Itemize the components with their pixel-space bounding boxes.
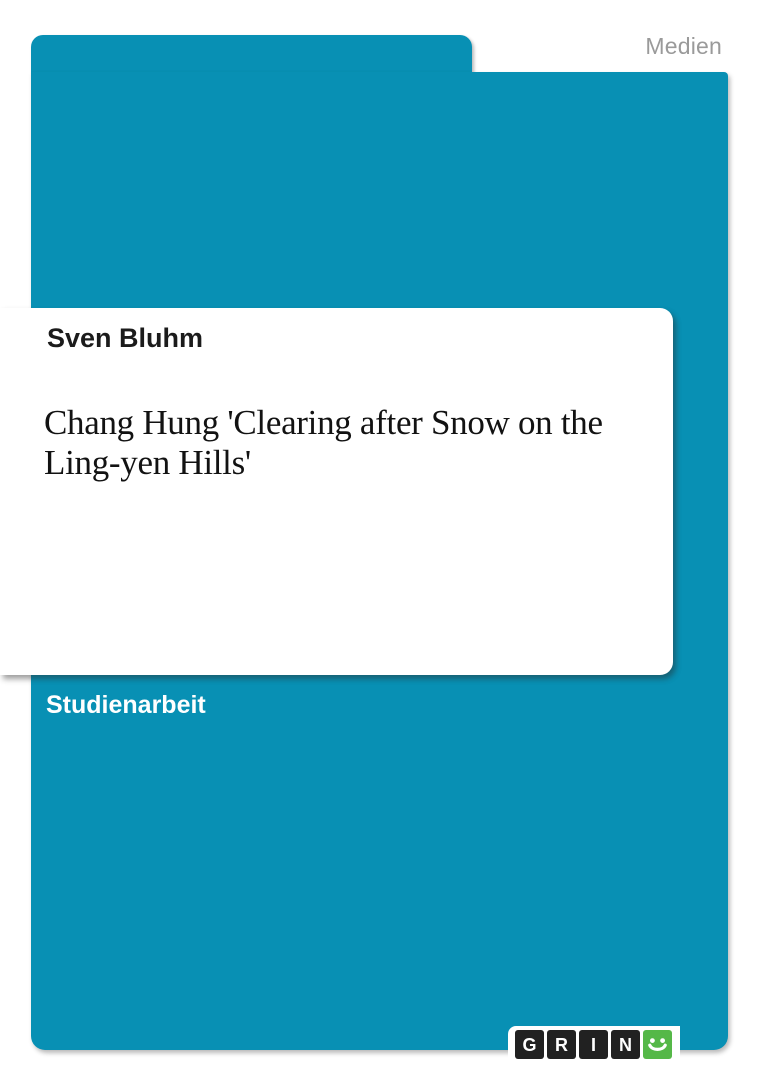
author-name: Sven Bluhm <box>47 323 204 353</box>
category-label: Medien <box>645 33 722 59</box>
logo-tile-n: N <box>611 1030 640 1059</box>
document-type-label: Studienarbeit <box>46 691 206 719</box>
grin-logo <box>515 1030 672 1059</box>
logo-tile-r: R <box>547 1030 576 1059</box>
title-card <box>0 308 673 675</box>
book-title-line-2: Ling-yen Hills' <box>44 443 251 482</box>
logo-tile-i: I <box>579 1030 608 1059</box>
logo-tile-g: G <box>515 1030 544 1059</box>
smiley-icon <box>643 1030 672 1059</box>
folder-tab-shape <box>31 35 472 75</box>
book-title-line-1: Chang Hung 'Clearing after Snow on the <box>44 403 603 442</box>
book-title <box>44 403 603 483</box>
